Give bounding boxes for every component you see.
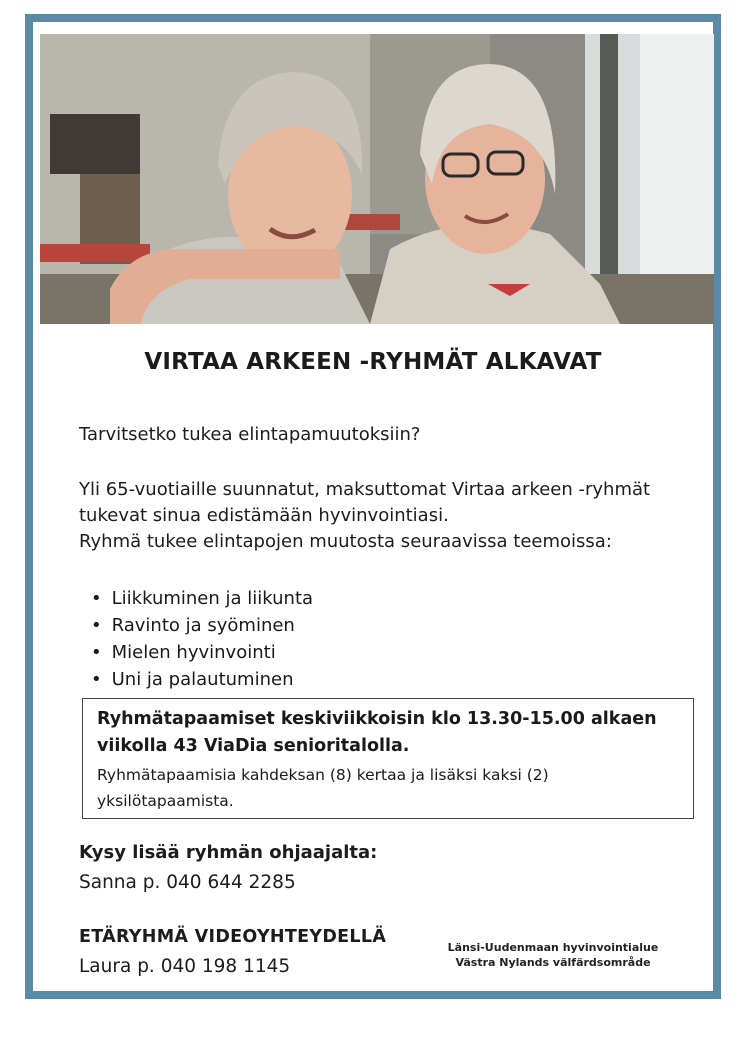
intro-paragraph	[79, 477, 709, 555]
list-item: • Mielen hyvinvointi	[91, 639, 313, 666]
org-name-sv: Västra Nylands välfärdsområde	[455, 956, 651, 969]
schedule-line: Ryhmätapaamiset keskiviikkoisin klo 13.30-15.00 alkaen	[97, 709, 657, 729]
hero-photo	[40, 34, 714, 324]
question-text: Tarvitsetko tukea elintapamuutoksiin?	[79, 424, 421, 445]
poster-frame	[25, 14, 721, 999]
intro-line: tukevat sinua edistämään hyvinvointiasi.	[79, 505, 449, 526]
themes-list	[91, 585, 313, 693]
schedule-line: viikolla 43 ViaDia senioritalolla.	[97, 736, 410, 756]
schedule-note-line: yksilötapaamista.	[97, 792, 234, 810]
contact-sanna: Sanna p. 040 644 2285	[79, 872, 296, 893]
org-name-fi: Länsi-Uudenmaan hyvinvointialue	[447, 941, 659, 954]
intro-line: Yli 65-vuotiaille suunnatut, maksuttomat Virtaa arkeen -ryhmät	[79, 479, 651, 500]
list-item: • Ravinto ja syöminen	[91, 612, 313, 639]
contact-laura: Laura p. 040 198 1145	[79, 956, 291, 977]
intro-line: Ryhmä tukee elintapojen muutosta seuraavissa teemoissa:	[79, 531, 612, 552]
poster-title: VIRTAA ARKEEN -RYHMÄT ALKAVAT	[144, 349, 602, 375]
two-women-photo	[40, 34, 714, 324]
schedule-box	[82, 698, 694, 819]
organization-logo	[443, 940, 663, 970]
remote-group-heading: ETÄRYHMÄ VIDEOYHTEYDELLÄ	[79, 927, 387, 947]
schedule-note-line: Ryhmätapaamisia kahdeksan (8) kertaa ja lisäksi kaksi (2)	[97, 766, 549, 784]
list-item: • Liikkuminen ja liikunta	[91, 585, 313, 612]
list-item: • Uni ja palautuminen	[91, 666, 313, 693]
ask-more-heading: Kysy lisää ryhmän ohjaajalta:	[79, 842, 378, 863]
schedule-note	[97, 762, 693, 814]
